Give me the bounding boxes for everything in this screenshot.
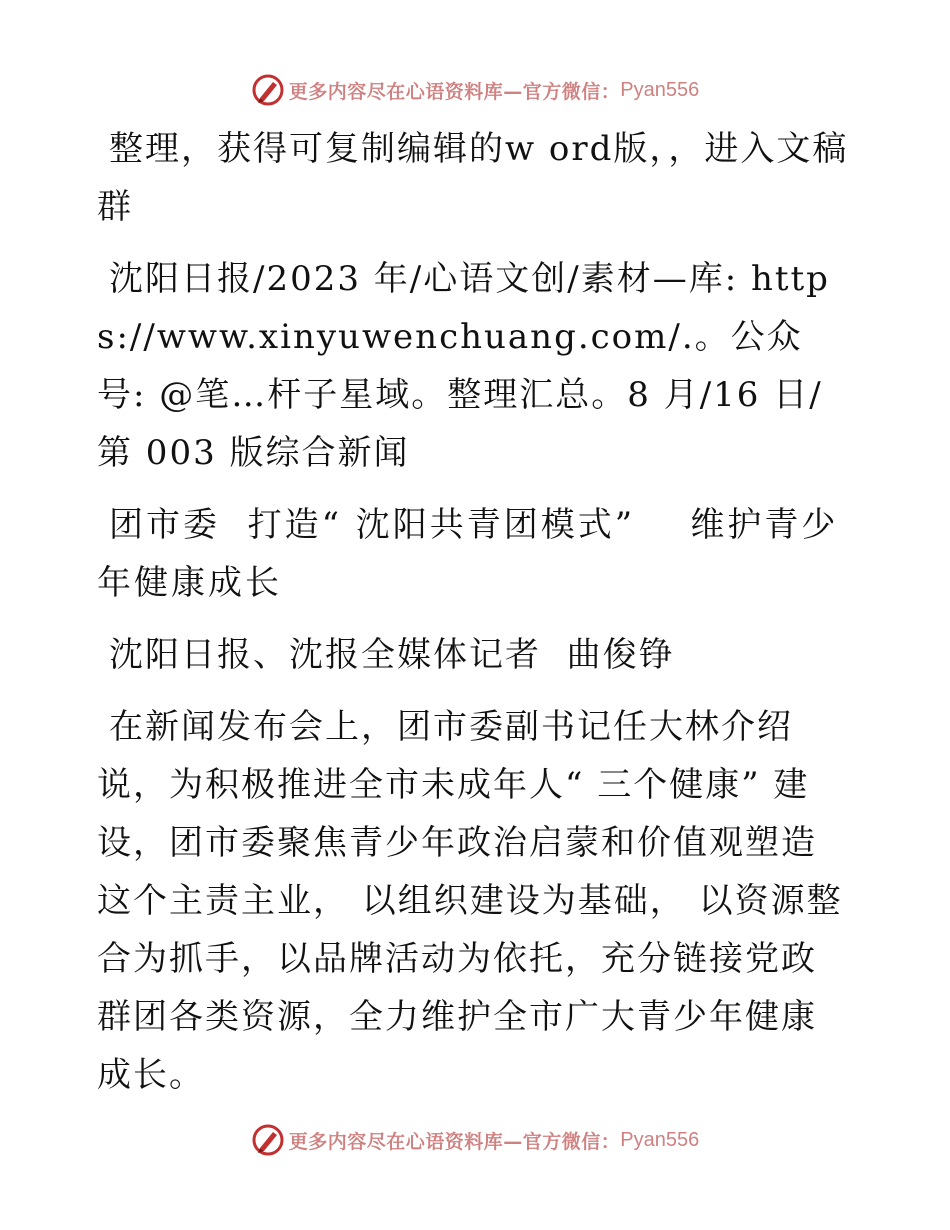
watermark-text: 更多内容尽在心语资料库—官方微信： [288, 1130, 621, 1153]
article-byline: 沈阳日报、沈报全媒体记者 曲俊铮 [109, 635, 675, 675]
paragraph-intro: 整理，获得可复制编辑的w ord版，，进入文稿群 [97, 129, 849, 227]
document-body [97, 120, 852, 1118]
pen-logo-icon [251, 1123, 285, 1157]
watermark-banner-bottom [0, 1120, 950, 1160]
pen-logo-icon [251, 73, 285, 107]
watermark-text: 更多内容尽在心语资料库—官方微信： [288, 80, 621, 103]
watermark-banner-top [0, 70, 950, 110]
article-headline: 团市委 打造“ 沈阳共青团模式” 维护青少年健康成长 [97, 505, 839, 603]
paragraph-source: 沈阳日报/2023 年/心语文创/素材—库: https://www.xinyuwenchuang.com/.。公众号: @笔…杆子星域。整理汇总。8 月/16 日/第 003 版综合新闻 [97, 259, 830, 473]
article-body-paragraph: 在新闻发布会上，团市委副书记任大林介绍说，为积极推进全市未成年人“ 三个健康” 建设，团市委聚焦青少年政治启蒙和价值观塑造这个主责主业， 以组织建设为基础， 以资源整合为抓手，以品牌活动为依托，充分链接党政群团各类资源，全力维护全市广大青少年健康成长。 [97, 707, 843, 1095]
watermark-wechat-id: Pyan556 [620, 1128, 700, 1151]
watermark-wechat-id: Pyan556 [620, 78, 700, 101]
